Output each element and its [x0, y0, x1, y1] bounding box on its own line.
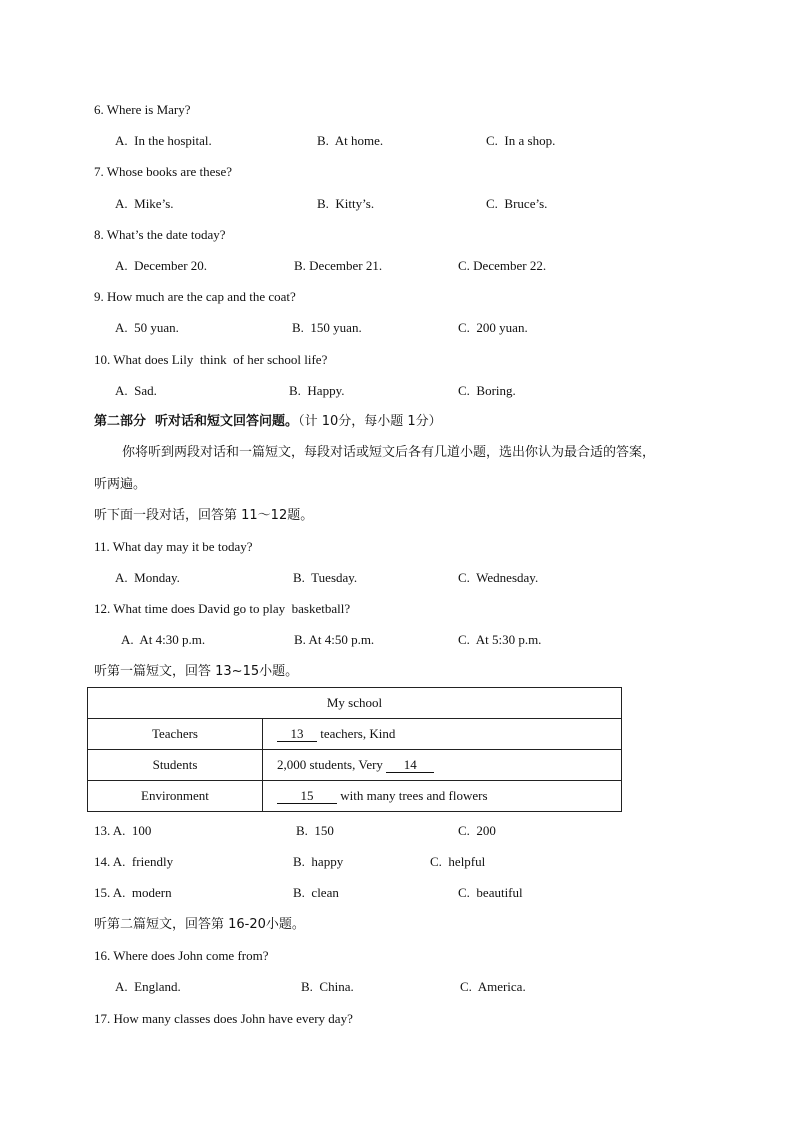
option-11a: A. Monday.: [115, 570, 180, 585]
row-value: [263, 719, 622, 750]
passage2-intro: 听第二篇短文，回答第 16-20小题。: [94, 917, 305, 932]
option-16c: C. America.: [460, 979, 526, 994]
row-text: teachers, Kind: [320, 726, 396, 741]
row-label: Students: [88, 750, 263, 781]
question-16: 16. Where does John come from?: [94, 948, 269, 963]
option-8b: B. December 21.: [294, 258, 383, 273]
option-16a: A. England.: [115, 979, 181, 994]
table-row: [88, 781, 622, 812]
option-15a: 15. A. modern: [94, 885, 172, 900]
table-row: [88, 719, 622, 750]
part2-score: （计 10分，每小题 1分）: [298, 414, 442, 429]
answer-blank: 14: [386, 758, 434, 773]
question-6: 6. Where is Mary?: [94, 102, 191, 117]
question-10: 10. What does Lily think of her school life?: [94, 352, 328, 367]
option-10b: B. Happy.: [289, 383, 345, 398]
part2-heading-line: [94, 414, 442, 430]
option-10c: C. Boring.: [458, 383, 516, 398]
option-14c: C. helpful: [430, 854, 486, 869]
option-14a: 14. A. friendly: [94, 854, 174, 869]
part2-instructions-1: 你将听到两段对话和一篇短文，每段对话或短文后各有几道小题，选出你认为最合适的答案，: [122, 445, 656, 460]
option-16b: B. China.: [301, 979, 354, 994]
option-9a: A. 50 yuan.: [115, 320, 179, 335]
row-text: with many trees and flowers: [340, 788, 488, 803]
question-9: 9. How much are the cap and the coat?: [94, 289, 296, 304]
part2-instructions-2: 听两遍。: [94, 477, 147, 492]
option-6b: B. At home.: [317, 133, 384, 148]
option-15b: B. clean: [293, 885, 339, 900]
dialog-intro: 听下面一段对话，回答第 11～12题。: [94, 508, 314, 523]
question-12: 12. What time does David go to play basketball?: [94, 601, 351, 616]
row-label: Environment: [88, 781, 263, 812]
option-14b: B. happy: [293, 854, 344, 869]
row-value: [263, 750, 622, 781]
option-10a: A. Sad.: [115, 383, 157, 398]
part2-heading: 第二部分 听对话和短文回答问题。: [94, 414, 299, 429]
answer-blank: 13: [277, 727, 317, 742]
option-8c: C. December 22.: [458, 258, 547, 273]
option-11c: C. Wednesday.: [458, 570, 539, 585]
option-7a: A. Mike’s.: [115, 196, 174, 211]
option-15c: C. beautiful: [458, 885, 523, 900]
option-13b: B. 150: [296, 823, 334, 838]
question-11: 11. What day may it be today?: [94, 539, 253, 554]
question-17: 17. How many classes does John have every day?: [94, 1011, 353, 1026]
option-9c: C. 200 yuan.: [458, 320, 528, 335]
option-9b: B. 150 yuan.: [292, 320, 362, 335]
question-7: 7. Whose books are these?: [94, 164, 233, 179]
option-11b: B. Tuesday.: [293, 570, 358, 585]
passage1-intro: 听第一篇短文，回答 13~15小题。: [94, 664, 299, 679]
option-12c: C. At 5:30 p.m.: [458, 632, 542, 647]
my-school-table: [87, 687, 622, 812]
answer-blank: 15: [277, 789, 337, 804]
option-12a: A. At 4:30 p.m.: [121, 632, 206, 647]
question-8: 8. What’s the date today?: [94, 227, 226, 242]
option-13c: C. 200: [458, 823, 496, 838]
row-label: Teachers: [88, 719, 263, 750]
option-6a: A. In the hospital.: [115, 133, 212, 148]
option-12b: B. At 4:50 p.m.: [294, 632, 375, 647]
option-7c: C. Bruce’s.: [486, 196, 548, 211]
table-title: My school: [88, 688, 622, 719]
option-7b: B. Kitty’s.: [317, 196, 375, 211]
option-8a: A. December 20.: [115, 258, 208, 273]
option-6c: C. In a shop.: [486, 133, 556, 148]
table-row: [88, 750, 622, 781]
row-text: 2,000 students, Very: [277, 757, 383, 772]
row-value: [263, 781, 622, 812]
option-13a: 13. A. 100: [94, 823, 152, 838]
